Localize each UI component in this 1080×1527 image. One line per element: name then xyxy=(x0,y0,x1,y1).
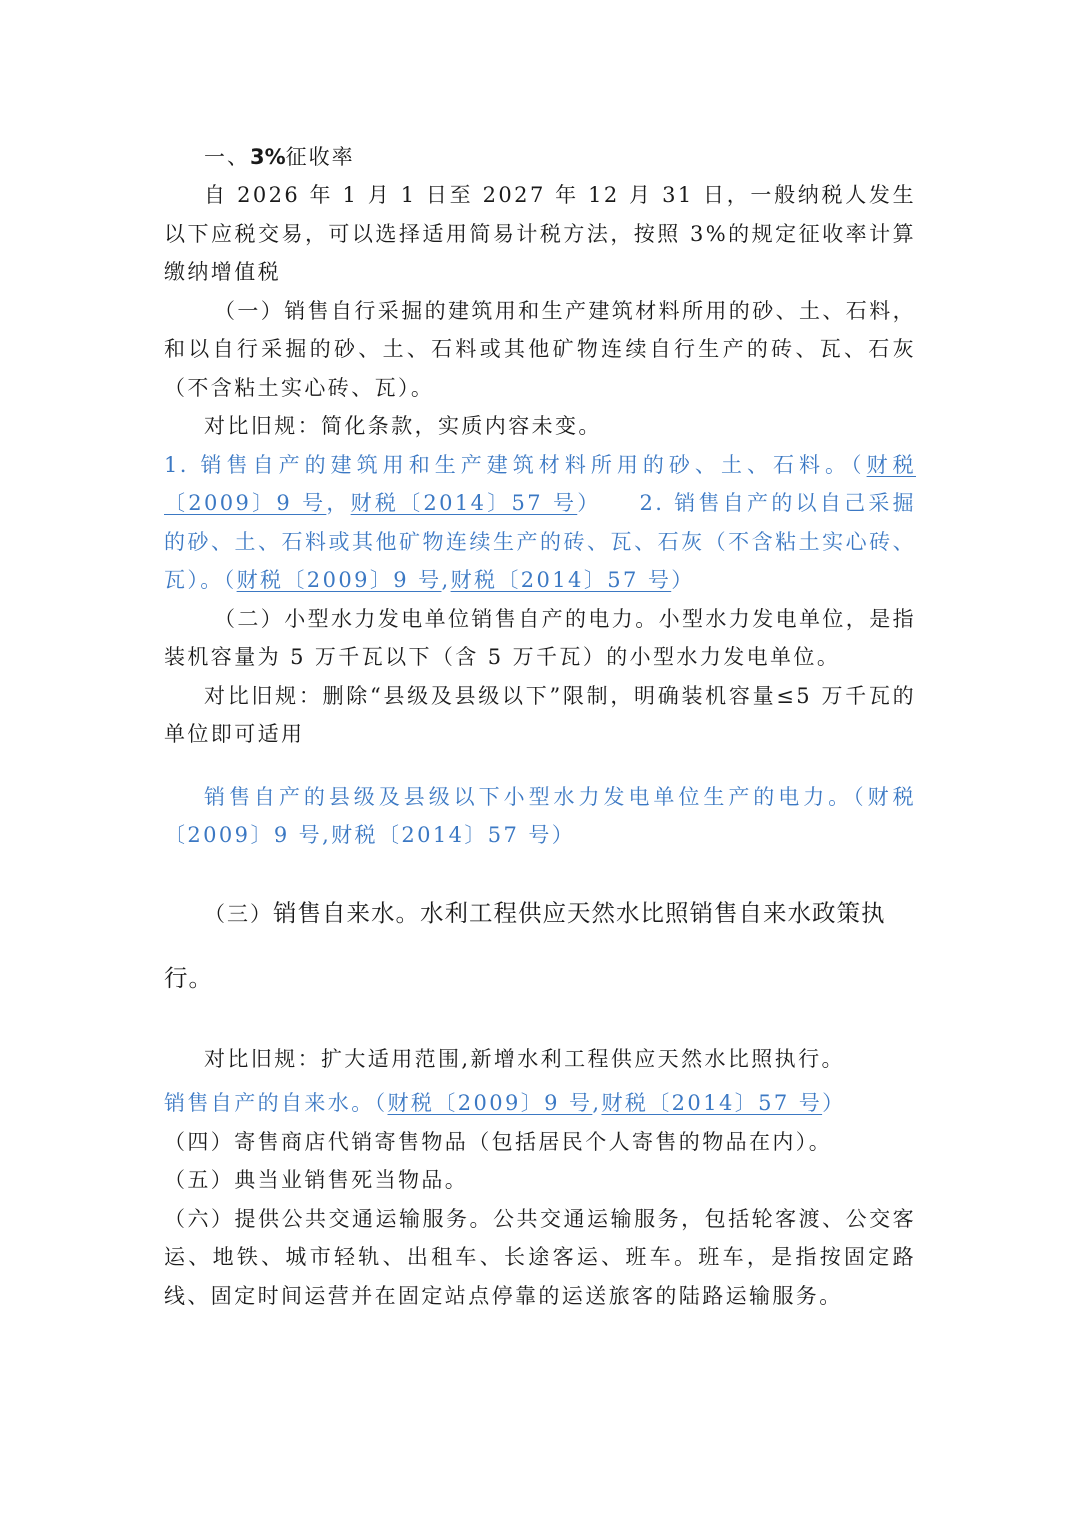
comparison-1: 对比旧规：简化条款，实质内容未变。 xyxy=(204,414,602,438)
item-2-paragraph: （二）小型水力发电单位销售自产的电力。小型水力发电单位，是指装机容量为 5 万千瓦以下（含 5 万千瓦）的小型水力发电单位。 xyxy=(164,606,916,669)
reference-link[interactable]: 财税〔2009〕9 号 xyxy=(387,1091,593,1115)
reference-link[interactable]: 财税〔2014〕57 号 xyxy=(350,491,578,515)
reference-link[interactable]: 财税〔2014〕57 号 xyxy=(601,1091,823,1115)
old-rule-2: 销售自产的县级及县级以下小型水力发电单位生产的电力。（财税〔2009〕9 号,财税〔2014〕57 号） xyxy=(164,784,916,847)
document-body xyxy=(164,138,916,1315)
old-rule-1b-text: 2. 销售自产的以自己采掘的砂、土、石料或其他矿物连续生产的砖、瓦、石灰（不含粘土实心砖、瓦）。（ xyxy=(164,491,916,592)
section-heading xyxy=(204,138,916,176)
heading-rate: 3% xyxy=(250,145,286,169)
intro-paragraph: 自 2026 年 1 月 1 日至 2027 年 12 月 31 日，一般纳税人发生以下应税交易，可以选择适用简易计税方法，按照 3%的规定征收率计算缴纳增值税 xyxy=(164,183,916,284)
close-paren: ） xyxy=(577,491,592,515)
comparison-3: 对比旧规：扩大适用范围,新增水利工程供应天然水比照执行。 xyxy=(204,1046,845,1071)
separator: , xyxy=(592,1091,602,1115)
separator: , xyxy=(441,568,451,592)
item-1-paragraph: （一）销售自行采掘的建筑用和生产建筑材料所用的砂、土、石料，和以自行采掘的砂、土、石料或其他矿物连续自行生产的砖、瓦、石灰（不含粘土实心砖、瓦）。 xyxy=(164,298,916,400)
item-4-paragraph: （四）寄售商店代销寄售物品（包括居民个人寄售的物品在内）。 xyxy=(164,1129,833,1154)
close-paren: ） xyxy=(671,568,695,592)
reference-link[interactable]: 财税〔2009〕9 号 xyxy=(164,452,916,515)
comparison-2: 对比旧规：删除“县级及县级以下”限制，明确装机容量≤5 万千瓦的单位即可适用 xyxy=(164,683,916,746)
old-rule-3 xyxy=(164,1084,916,1123)
separator: ， xyxy=(326,491,351,515)
reference-link[interactable]: 财税〔2009〕9 号 xyxy=(236,568,442,592)
old-rule-3-text: 销售自产的自来水。（ xyxy=(164,1091,388,1115)
item-3-number: （三） xyxy=(204,901,273,926)
old-rule-1 xyxy=(164,446,916,600)
item-3-text: 销售自来水。水利工程供应天然水比照销售自来水政策执行。 xyxy=(164,898,886,992)
item-6-paragraph: （六）提供公共交通运输服务。公共交通运输服务，包括轮客渡、公交客运、地铁、城市轻轨、出租车、长途客运、班车。班车，是指按固定路线、固定时间运营并在固定站点停靠的运送旅客的陆路运输服务。 xyxy=(164,1206,916,1308)
heading-prefix: 一、 xyxy=(204,145,250,169)
reference-link[interactable]: 财税〔2014〕57 号 xyxy=(450,568,672,592)
close-paren: ） xyxy=(822,1091,846,1115)
item-3-paragraph xyxy=(164,881,916,1010)
old-rule-1a-text: 1. 销售自产的建筑用和生产建筑材料所用的砂、土、石料。（ xyxy=(164,452,867,477)
item-5-paragraph: （五）典当业销售死当物品。 xyxy=(164,1168,469,1192)
heading-suffix: 征收率 xyxy=(285,145,355,169)
